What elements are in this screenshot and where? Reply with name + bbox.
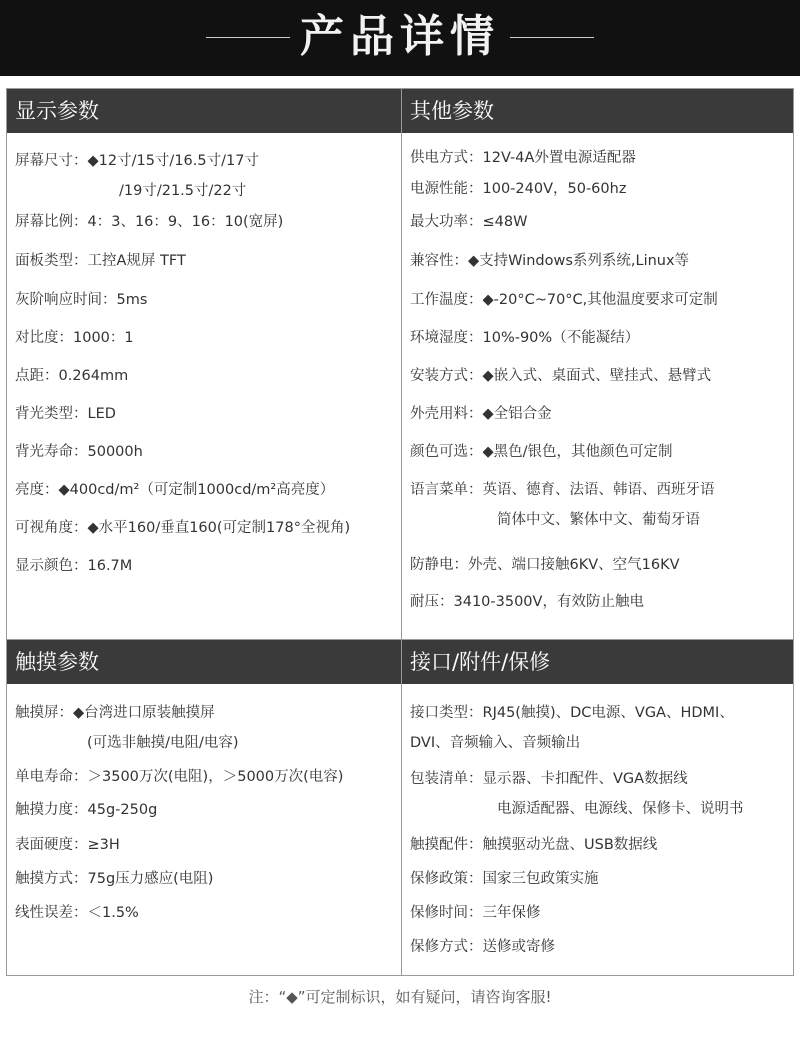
spec-row-brightness: 亮度：◆400cd/m²（可定制1000cd/m²高亮度） [15,482,335,498]
display-params-header: 显示参数 [7,89,401,133]
interface-panel [402,640,793,975]
spec-text: 包装清单：显示器、卡扣配件、VGA数据线 [410,771,688,787]
spec-row-max-power: 最大功率：≤48W [410,214,528,230]
spec-row-touch-lifetime: 单电寿命：＞3500万次(电阻)，＞5000万次(电容) [15,769,344,785]
spec-text-continued: DVI、音频输入、音频输出 [410,735,581,751]
spec-text-continued: 电源适配器、电源线、保修卡、说明书 [497,801,744,817]
spec-row-warranty-method: 保修方式：送修或寄修 [410,939,555,955]
spec-row-pixel-pitch: 点距：0.264mm [15,368,129,384]
spec-row-display-colors: 显示颜色：16.7M [15,558,133,574]
spec-row-backlight-type: 背光类型：LED [15,406,116,422]
title-banner [0,0,800,76]
spec-row-power-performance: 电源性能：100-240V，50-60hz [410,181,627,197]
spec-row-compatibility: 兼容性：◆支持Windows系列系统,Linux等 [410,253,690,269]
spec-row-screen-size [15,146,397,206]
spec-row-language-menu [410,475,789,535]
spec-text: 接口类型：RJ45(触摸)、DC电源、VGA、HDMI、 [410,705,734,721]
spec-row-withstand-voltage: 耐压：3410-3500V，有效防止触电 [410,594,644,610]
spec-row-power-supply: 供电方式：12V-4A外置电源适配器 [410,150,636,166]
touch-params-header: 触摸参数 [7,640,401,684]
spec-text: 屏幕尺寸：◆12寸/15寸/16.5寸/17寸 [15,153,259,169]
spec-text-continued: (可选非触摸/电阻/电容) [87,735,239,751]
spec-row-surface-hardness: 表面硬度：≥3H [15,837,120,853]
title-right-line [510,37,594,38]
spec-row-touch-accessories: 触摸配件：触摸驱动光盘、USB数据线 [410,837,658,853]
other-params-panel [402,89,793,629]
footer-note: 注：“◆”可定制标识，如有疑问，请咨询客服! [248,988,552,1006]
spec-row-contrast: 对比度：1000：1 [15,330,134,346]
display-params-panel [7,89,401,629]
spec-row-touch-force: 触摸力度：45g-250g [15,802,158,818]
spec-row-warranty-period: 保修时间：三年保修 [410,905,541,921]
spec-row-backlight-life: 背光寿命：50000h [15,444,143,460]
spec-row-interface-type [410,698,789,758]
spec-row-warranty-policy: 保修政策：国家三包政策实施 [410,871,599,887]
spec-text-continued: 简体中文、繁体中文、葡萄牙语 [497,512,700,528]
other-params-header: 其他参数 [402,89,793,133]
title-left-line [206,37,290,38]
spec-row-esd: 防静电：外壳、端口接触6KV、空气16KV [410,557,680,573]
spec-row-operating-temp: 工作温度：◆-20°C~70°C,其他温度要求可定制 [410,292,718,308]
touch-params-panel [7,640,401,975]
interface-header: 接口/附件/保修 [402,640,793,684]
spec-row-color-options: 颜色可选：◆黑色/银色，其他颜色可定制 [410,444,673,460]
spec-row-viewing-angle: 可视角度：◆水平160/垂直160(可定制178°全视角) [15,520,351,536]
spec-row-touch-method: 触摸方式：75g压力感应(电阻) [15,871,214,887]
page-title: 产品详情 [300,11,500,62]
spec-row-aspect-ratio: 屏幕比例：4：3、16：9、16：10(宽屏) [15,214,284,230]
spec-text-continued: /19寸/21.5寸/22寸 [119,183,247,199]
spec-text: 语言菜单：英语、德育、法语、韩语、西班牙语 [410,482,715,498]
spec-row-touchscreen [15,698,397,758]
spec-row-response-time: 灰阶响应时间：5ms [15,292,148,308]
spec-row-linearity-error: 线性误差：＜1.5% [15,905,139,921]
spec-row-package-list [410,764,789,824]
spec-row-panel-type: 面板类型：工控A规屏 TFT [15,253,186,269]
spec-row-mounting: 安装方式：◆嵌入式、桌面式、壁挂式、悬臂式 [410,368,712,384]
spec-row-enclosure: 外壳用料：◆全铝合金 [410,406,552,422]
spec-row-humidity: 环境湿度：10%-90%（不能凝结） [410,330,640,346]
spec-text: 触摸屏：◆台湾进口原装触摸屏 [15,705,215,721]
